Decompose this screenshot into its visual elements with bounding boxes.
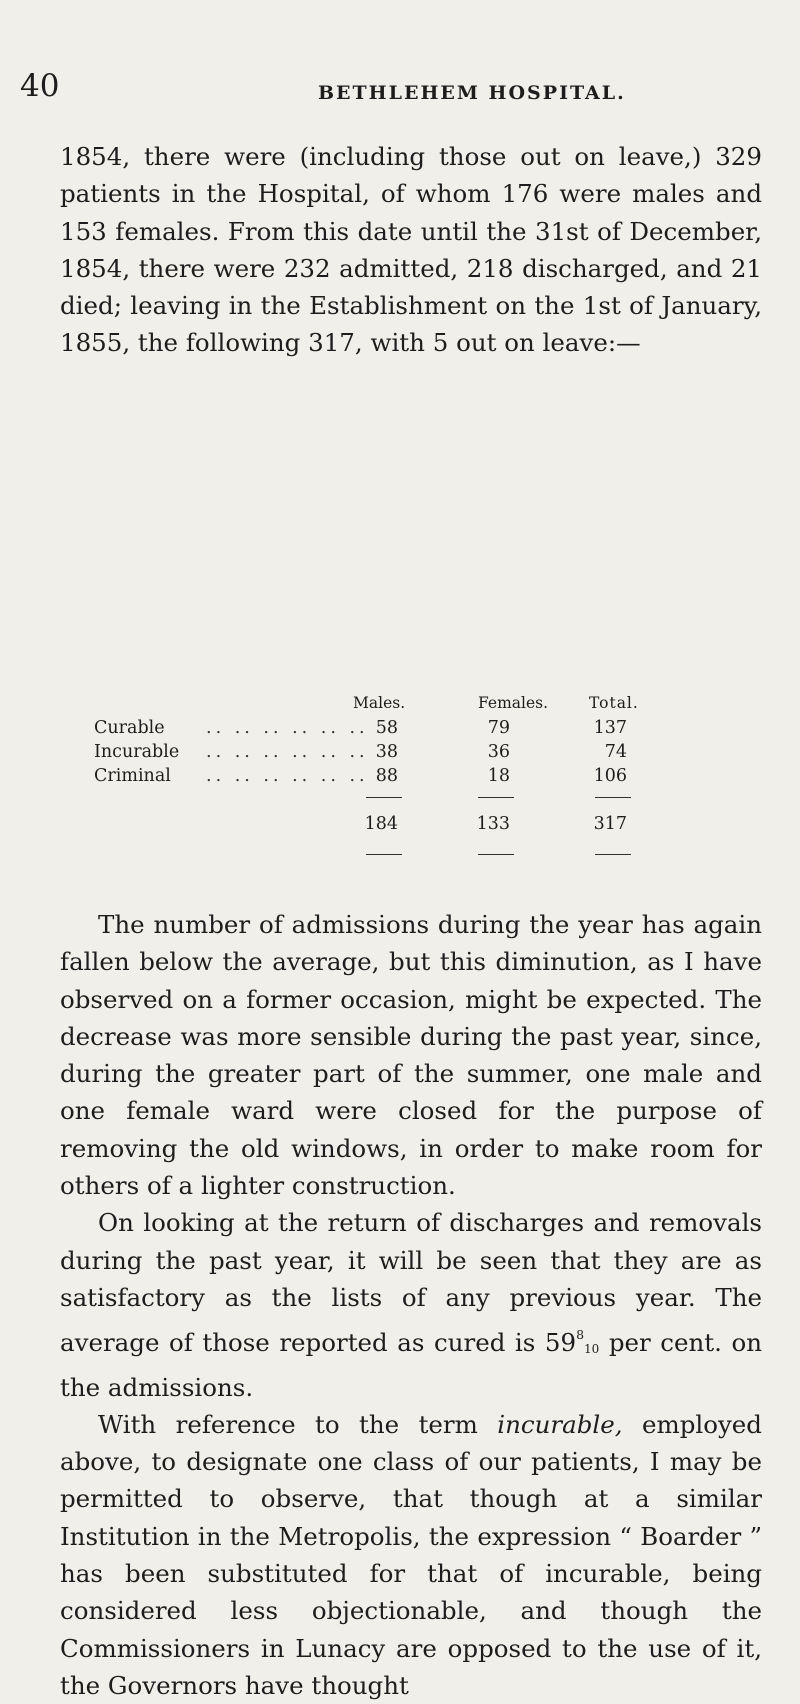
- sum-rule: [595, 854, 631, 855]
- row-label: Curable: [94, 718, 165, 738]
- sum-rule: [366, 797, 402, 798]
- running-head: BETHLEHEM HOSPITAL.: [318, 82, 626, 104]
- body-text: [60, 906, 762, 1704]
- sum-rule: [478, 797, 514, 798]
- cell-total: 137: [593, 718, 627, 738]
- cell-females: 18: [487, 766, 510, 786]
- cell-females: 36: [487, 742, 510, 762]
- fraction: [576, 1327, 600, 1357]
- sum-rule: [366, 854, 402, 855]
- row-label: Incurable: [94, 742, 180, 762]
- cell-males: 88: [375, 766, 398, 786]
- header-total: Total.: [589, 694, 639, 712]
- leader-dots: .. .. .. .. .. ..: [206, 742, 369, 762]
- table-totals-row: [94, 814, 734, 838]
- table-row-incurable: [94, 742, 734, 766]
- table-header: [94, 694, 734, 718]
- total-males: 184: [364, 814, 398, 834]
- table-row-curable: [94, 718, 734, 742]
- emphasis-incurable: incurable,: [497, 1409, 623, 1439]
- cell-total: 74: [604, 742, 627, 762]
- header-females: Females.: [478, 694, 549, 712]
- leader-dots: .. .. .. .. .. ..: [206, 766, 369, 786]
- paragraph-4-text: With reference to the term: [98, 1409, 498, 1439]
- header-males: Males.: [353, 694, 406, 712]
- total-females: 133: [476, 814, 510, 834]
- sum-rule: [595, 797, 631, 798]
- page-number: 40: [20, 68, 60, 104]
- cell-males: 38: [375, 742, 398, 762]
- paragraph-4: [60, 1406, 762, 1704]
- leader-dots: .. .. .. .. .. ..: [206, 718, 369, 738]
- paragraph-3-text-end: per cent. on the admissions.: [60, 1328, 763, 1402]
- row-label: Criminal: [94, 766, 171, 786]
- fraction-numerator: 8: [576, 1327, 585, 1343]
- cell-males: 58: [375, 718, 398, 738]
- paragraph-3: [60, 1204, 762, 1405]
- paragraph-1: 1854, there were (including those out on leave,) 329 patients in the Hospital, of whom 176 were males and 153 females. From this date until the 31st of December, 1854, there were 232 admitted, 218 discharged, and 21 died; leaving in the Establishment on the 1st of January, 1855, the following 317, with 5 out on leave:—: [60, 142, 762, 358]
- cell-females: 79: [487, 718, 510, 738]
- paragraph-3-text: On looking at the return of discharges and removals during the past year, it will be seen that they are as satisfactory as the lists of any previous year. The average of those reported as cured is 59: [60, 1208, 762, 1358]
- paragraph-2: The number of admissions during the year has again fallen below the average, but this diminution, as I have observed on a former occasion, might be expected. The decrease was more sensible during the past year, since, during the greater part of the summer, one male and one female ward were closed for the purpose of removing the old windows, in order to make room for others of a lighter construction.: [60, 910, 762, 1201]
- fraction-denominator: 10: [584, 1342, 600, 1357]
- sum-rule: [478, 854, 514, 855]
- table-row-criminal: [94, 766, 734, 790]
- cell-total: 106: [593, 766, 627, 786]
- total-all: 317: [593, 814, 627, 834]
- paragraph-4-text-end: employed above, to designate one class of our patients, I may be permitted to observe, that though at a similar Institution in the Metropolis, the expression “ Boarder ” has been substituted for that of incurable, being considered less objectionable, and though the Commissioners in Lunacy are opposed to the use of it, the Governors have thought: [60, 1409, 762, 1700]
